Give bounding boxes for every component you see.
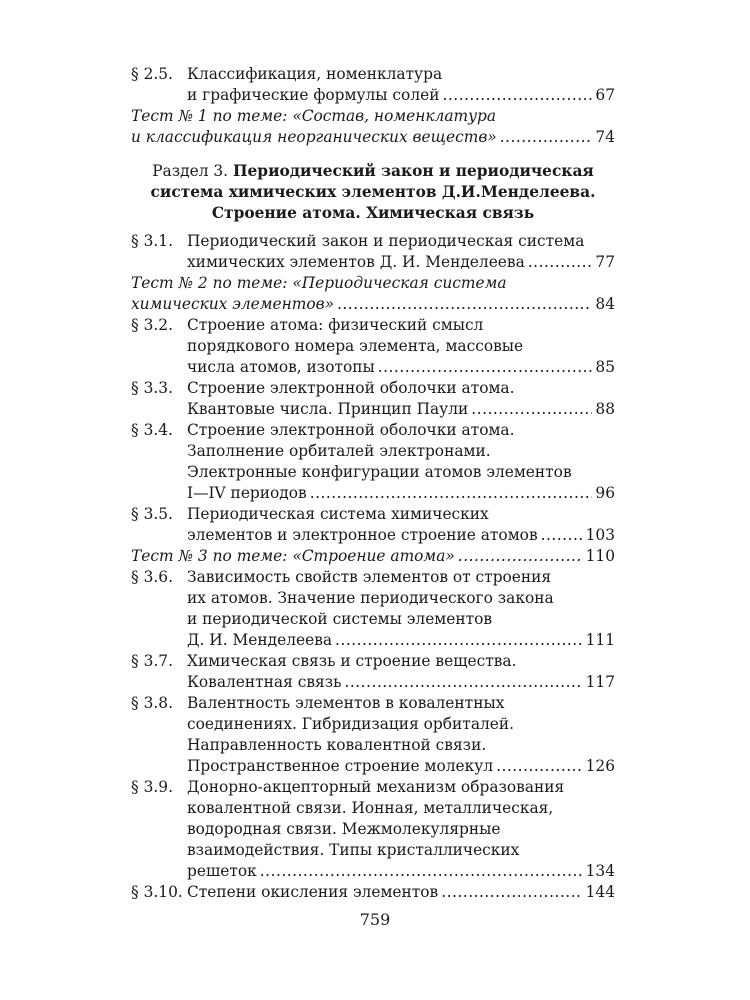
entry-title-line: Периодическая система химических <box>187 505 489 523</box>
entry-title-line: их атомов. Значение периодического закона <box>187 589 554 607</box>
toc-test-2[interactable] <box>131 273 615 315</box>
entry-title-line: и периодической системы элементов <box>187 610 493 628</box>
entry-title-line: Донорно-акцепторный механизм образования <box>187 778 565 796</box>
dot-leader <box>458 546 583 567</box>
page-ref: 117 <box>585 673 615 691</box>
section-number: § 3.3. <box>131 379 173 397</box>
dot-leader <box>500 127 593 148</box>
dot-leader <box>378 357 593 378</box>
page-number: 759 <box>359 910 391 929</box>
entry-title-line: Пространственное строение молекул <box>187 757 494 775</box>
page-ref: 126 <box>585 757 615 775</box>
toc-test-3[interactable] <box>131 546 615 567</box>
toc-entry-3-9[interactable] <box>131 777 615 882</box>
page-ref: 96 <box>595 484 615 502</box>
section-title-line: Периодический закон и периодическая <box>232 162 594 180</box>
toc-entry-3-3[interactable] <box>131 378 615 420</box>
entry-title-line: и графические формулы солей <box>187 86 440 104</box>
toc-entry-2-5[interactable] <box>131 64 615 106</box>
dot-leader <box>337 294 592 315</box>
entry-title-line: Строение электронной оболочки атома. <box>187 379 515 397</box>
section-prefix: Раздел 3. <box>152 162 229 180</box>
toc-entry-3-1[interactable] <box>131 231 615 273</box>
entry-title-line: Направленность ковалентной связи. <box>187 736 487 754</box>
entry-title-line: Заполнение орбиталей электронами. <box>187 442 491 460</box>
page-ref: 77 <box>595 253 615 271</box>
test-title-line: химических элементов» <box>131 295 335 313</box>
page-ref: 111 <box>585 631 615 649</box>
entry-title-line: Д. И. Менделеева <box>187 631 333 649</box>
page-ref: 110 <box>585 547 615 565</box>
section-number: § 3.10. <box>131 883 183 901</box>
toc-entry-3-10[interactable] <box>131 882 615 903</box>
toc-entry-3-4[interactable] <box>131 420 615 504</box>
entry-title-line: Ковалентная связь <box>187 673 342 691</box>
test-title-line: Тест № 2 по теме: «Периодическая система <box>131 274 507 292</box>
dot-leader <box>344 672 582 693</box>
page-ref: 85 <box>595 358 615 376</box>
entry-title-line: Строение атома: физический смысл <box>187 316 484 334</box>
dot-leader <box>335 630 583 651</box>
entry-title-line: Строение электронной оболочки атома. <box>187 421 515 439</box>
entry-title-line: Классификация, номенклатура <box>187 65 443 83</box>
section-title-line: система химических элементов Д.И.Менделеева. <box>150 183 596 201</box>
section-number: § 3.5. <box>131 505 173 523</box>
entry-title-line: ковалентной связи. Ионная, металлическая, <box>187 799 554 817</box>
section-number: § 2.5. <box>131 65 173 83</box>
toc-test-1[interactable] <box>131 106 615 148</box>
section-number: § 3.4. <box>131 421 173 439</box>
section-number: § 3.8. <box>131 694 173 712</box>
section-number: § 3.9. <box>131 778 173 796</box>
dot-leader <box>541 525 583 546</box>
toc-entry-3-8[interactable] <box>131 693 615 777</box>
entry-title-line: Зависимость свойств элементов от строения <box>187 568 552 586</box>
section-number: § 3.1. <box>131 232 173 250</box>
table-of-contents <box>131 64 615 903</box>
page-ref: 74 <box>595 128 615 146</box>
page-ref: 84 <box>595 295 615 313</box>
entry-title-line: элементов и электронное строение атомов <box>187 526 538 544</box>
entry-title-line: Электронные конфигурации атомов элементов <box>187 463 572 481</box>
dot-leader <box>442 85 592 106</box>
toc-entry-3-2[interactable] <box>131 315 615 378</box>
entry-title-line: I—IV периодов <box>187 484 307 502</box>
section-heading <box>131 161 615 224</box>
test-title-line: Тест № 3 по теме: «Строение атома» <box>131 547 455 565</box>
entry-title-line: Степени окисления элементов <box>187 883 439 901</box>
section-title-line: Строение атома. Химическая связь <box>211 204 535 222</box>
test-title-line: и классификация неорганических веществ» <box>131 128 497 146</box>
section-number: § 3.7. <box>131 652 173 670</box>
page-ref: 103 <box>585 526 615 544</box>
page-ref: 88 <box>595 400 615 418</box>
dot-leader <box>528 252 593 273</box>
dot-leader <box>310 483 593 504</box>
section-number: § 3.2. <box>131 316 173 334</box>
page-ref: 144 <box>585 883 615 901</box>
dot-leader <box>471 399 592 420</box>
test-title-line: Тест № 1 по теме: «Состав, номенклатура <box>131 107 497 125</box>
entry-title-line: взаимодействия. Типы кристаллических <box>187 841 520 859</box>
entry-title-line: числа атомов, изотопы <box>187 358 375 376</box>
toc-entry-3-7[interactable] <box>131 651 615 693</box>
entry-title-line: решеток <box>187 862 257 880</box>
entry-title-line: Химическая связь и строение вещества. <box>187 652 517 670</box>
entry-title-line: химических элементов Д. И. Менделеева <box>187 253 525 271</box>
entry-title-line: Квантовые числа. Принцип Паули <box>187 400 469 418</box>
entry-title-line: соединениях. Гибридизация орбиталей. <box>187 715 515 733</box>
dot-leader <box>441 882 582 903</box>
page-ref: 67 <box>595 86 615 104</box>
entry-title-line: Периодический закон и периодическая система <box>187 232 585 250</box>
entry-title-line: порядкового номера элемента, массовые <box>187 337 524 355</box>
dot-leader <box>496 756 583 777</box>
page-ref: 134 <box>585 862 615 880</box>
section-number: § 3.6. <box>131 568 173 586</box>
entry-title-line: Валентность элементов в ковалентных <box>187 694 505 712</box>
toc-entry-3-6[interactable] <box>131 567 615 651</box>
entry-title-line: водородная связи. Межмолекулярные <box>187 820 501 838</box>
dot-leader <box>260 861 583 882</box>
toc-entry-3-5[interactable] <box>131 504 615 546</box>
